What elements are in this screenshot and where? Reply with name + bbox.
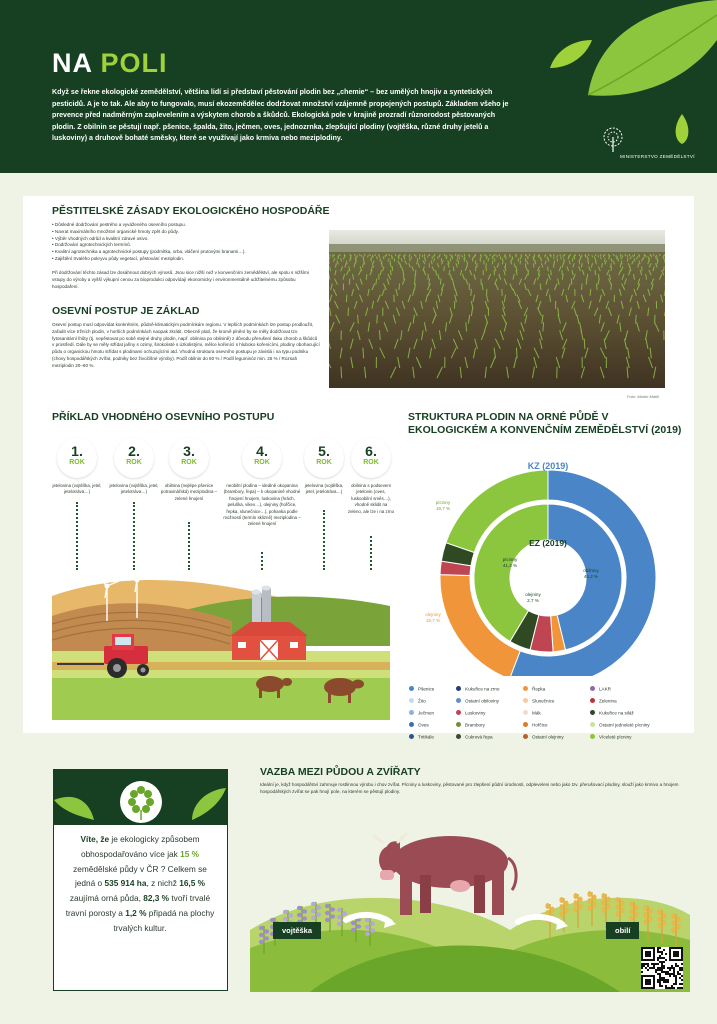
legend-item — [409, 698, 426, 704]
principle-item: • Navrat maximálního množství organické hmoty zpět do půdy. — [52, 229, 317, 236]
legend-item — [523, 698, 554, 704]
legend-label: Řepka — [532, 686, 546, 692]
fact-value: 535 914 ha — [104, 878, 147, 889]
photo-credit: Foto: Martin Matili — [627, 394, 659, 399]
legend-label: Ostatní obiloviny — [465, 698, 499, 704]
legend-label: Víceleté pícniny — [599, 734, 632, 740]
leaf-decoration-drop-icon — [673, 112, 691, 146]
year-6-crop: obilnina s podsevem jetelovin (oves, luskoobilní směs…), vhodně sklidit na zeleno, ale lze i na zrno — [347, 483, 395, 514]
legend-item — [523, 686, 545, 692]
dotted-connector — [370, 536, 372, 570]
fact-part: , z nichž — [146, 878, 180, 889]
rotation-basis-text: Osevní postup musí odpovídat konkrétním, půdně-klimatickým podmínkám regionu. V lepších podmínkách lze postup prodloužit, zařadit více tržních plodin, v horších podmínkách naopak zkrátit. Obecně platí, že kromě plnění by se měly dodržovat tzv. fytosanitární lhůty (tj. nepěstovat po sobě stejné druhy plodin, např. obilnina po obilnině) z důvodu přerušení tlaku chorob a škůdců v prostředí. Dále by se měly střídat jařiny s ozimy, širokolisté s úzkolistými, mělce kořenící s hluboko kořenícími, plodiny obohacující půdu o organickou hmotu střídat s plodinami ochuzujícími atd. Vhodná struktura osevního postupu je závislá i na typu podniku (chovy hospodářských zvířat, podniky bez živočišné výroby). Podíl obilnin do 60 % / Podíl leguminóz min. 25 % / Rozsah meziplodin 20–60 %. — [52, 322, 320, 368]
year-3-badge — [169, 438, 209, 478]
farm-illustration — [52, 566, 390, 720]
legend-label: Ostatní jednoleté pícniny — [599, 722, 650, 728]
legend-swatch — [590, 710, 595, 715]
legend-swatch — [456, 686, 461, 691]
soil-text: Ideální je, když hospodářství zahrnuje rostlinnou výrobu i chov zvířat. Pícniny a luskoviny, pěstované pro zlepšení půdní úrodnosti, odpleveleni nebo jako tzv. přerušovací plodiny, slouží jako krmivo a hnojem hospodářských zvířat se pak hnojí pole, na kterém se pěstují plodiny. — [260, 782, 679, 794]
legend-label: Hořčice — [532, 722, 548, 728]
year-number: 3. — [183, 443, 195, 459]
legend-item — [409, 734, 434, 740]
legend-item — [523, 722, 548, 728]
qr-code-icon[interactable] — [641, 947, 683, 989]
fact-part: tvoří trvalé travní porosty a — [65, 893, 211, 918]
principle-item: • Kvalitní agrotechnika a agrotechnické postupy (podmítka, orba, vláčení prutovými branami…). — [52, 249, 317, 256]
ez-label-forage: pícniny 41,4 % — [502, 557, 518, 569]
fact-box-header — [54, 770, 227, 825]
ez-title: EZ (2019) — [529, 538, 567, 548]
legend-swatch — [590, 734, 595, 739]
year-label: ROK — [181, 459, 197, 466]
year-2-crop: jetelovina (vojtěška, jetel, jetelotráva…) — [109, 483, 159, 495]
legend-swatch — [409, 686, 414, 691]
ez-label-cereals: obilniny 46,2 % — [583, 568, 599, 580]
legend-swatch — [409, 698, 414, 703]
year-1-crop: jetelovina (vojtěška, jetel, jetelotráva…) — [52, 483, 102, 495]
legend-swatch — [456, 734, 461, 739]
year-6-badge — [351, 438, 391, 478]
title-word-2: POLI — [100, 48, 168, 78]
legend-label: Kukuřice na siláž — [599, 710, 634, 716]
year-label: ROK — [126, 459, 142, 466]
legend-item — [590, 710, 634, 716]
legend-label: Ostatní olejniny — [532, 734, 564, 740]
principles-list — [52, 222, 317, 263]
legend-label: Pšenice — [418, 686, 435, 692]
soil-animal-illustration — [250, 820, 690, 992]
year-4-crop: neobilní plodina – ideálně okopanina (brambory, řepa) – k okopanině vhodné hnojení hnojem, luskovina (hrách, peluška, vikev…), olejniny (hořčice, řepka, slunečnice…), pohanka podle možností (termín sklizně) meziplodina – zelené hnojení — [223, 483, 301, 527]
dotted-connector — [188, 522, 190, 570]
header-banner — [0, 0, 717, 173]
legend-item — [590, 734, 631, 740]
title-word-1: NA — [52, 48, 92, 78]
year-5-badge — [304, 438, 344, 478]
year-number: 4. — [256, 443, 268, 459]
page-title — [52, 48, 168, 79]
kz-label-oilseeds: olejniny 19,7 % — [425, 612, 441, 624]
legend-swatch — [409, 734, 414, 739]
soil-title: VAZBA MEZI PŮDOU A ZVÍŘATY — [260, 766, 421, 778]
legend-item — [456, 698, 499, 704]
legend-swatch — [523, 734, 528, 739]
year-1-badge — [57, 438, 97, 478]
legend-label: Cukrová řepa — [465, 734, 493, 740]
fact-text — [64, 832, 216, 936]
legend-label: Mák — [532, 710, 541, 716]
legend-item — [409, 686, 434, 692]
legend-label: Slunečnice — [532, 698, 555, 704]
legend-label: Žito — [418, 698, 426, 704]
year-number: 2. — [128, 443, 140, 459]
year-5-crop: jetelovina (vojtěška, jetel, jetelotráva…) — [304, 483, 344, 495]
legend-swatch — [590, 722, 595, 727]
legend-swatch — [456, 698, 461, 703]
legend-label: Kukuřice na zrno — [465, 686, 500, 692]
legend-item — [456, 722, 485, 728]
year-2-badge — [114, 438, 154, 478]
field-photo — [329, 230, 665, 388]
legend-item — [590, 686, 611, 692]
legend-item — [456, 734, 493, 740]
legend-item — [523, 710, 541, 716]
legend-swatch — [456, 722, 461, 727]
legend-swatch — [523, 710, 528, 715]
fact-value: 1,2 % — [125, 907, 147, 918]
legend-item — [456, 710, 485, 716]
crop-structure-donut-chart — [413, 456, 683, 676]
legend-label: LAKR — [599, 686, 612, 692]
principle-item: • Dodržování agrotechnických termínů. — [52, 242, 317, 249]
legend-label: Oves — [418, 722, 429, 728]
legend-swatch — [456, 710, 461, 715]
year-3-crop: obilnina (nejlépe pšenice potravinářská) meziplodina – zelené hnojení — [160, 483, 218, 501]
legend-swatch — [523, 722, 528, 727]
year-number: 6. — [365, 443, 377, 459]
grain-tag: obilí — [606, 922, 639, 939]
fact-part: zemědělské půdy v ČR ? Celkem se jedná o — [73, 863, 207, 889]
legend-label: Ječmen — [418, 710, 435, 716]
kz-label-cereals: obilniny 55,8 % — [627, 604, 643, 616]
kz-title: KZ (2019) — [527, 461, 569, 471]
fact-lead: Víte, že — [80, 834, 110, 844]
legend-item — [590, 722, 650, 728]
legend-swatch — [409, 710, 414, 715]
year-label: ROK — [316, 459, 332, 466]
year-label: ROK — [254, 459, 270, 466]
ez-label-oilseeds: olejniny 2,7 % — [525, 592, 541, 604]
principle-item: • Důsledné dodržování pestrého a vyváženého osevního postupu. — [52, 222, 317, 229]
rotation-basis-title: OSEVNÍ POSTUP JE ZÁKLAD — [52, 305, 200, 317]
principle-item: • Zajištění trvalého pokryvu půdy vegetací, pěstování meziplodin. — [52, 256, 317, 263]
dotted-connector — [133, 502, 135, 570]
fact-part: je ekologicky způsobem obhospodařováno více jak — [80, 834, 200, 859]
kz-label-forage: pícniny 19,7 % — [435, 500, 451, 512]
year-number: 1. — [71, 443, 83, 459]
legend-swatch — [409, 722, 414, 727]
principles-summary: Při dodržování těchto zásad lze dosáhnout dobrých výnosů. Jsou sice nižší než v konvenčním zemědělství, ale spolu s nižšími vstupy do výroby a vyšší výkupní cenou za bioprodukci odpovídají ekonomicky i environmentálně udržitelnému způsobu hospodaření. — [52, 270, 309, 289]
legend-item — [409, 722, 429, 728]
principle-item: • Výběr vhodných odrůd a kvalitní zdravé osivo. — [52, 236, 317, 243]
dotted-connector — [76, 502, 78, 570]
legend-label: Luskoviny — [465, 710, 486, 716]
legend-item — [590, 698, 617, 704]
fact-value: 82,3 % — [143, 893, 170, 904]
legend-label: Brambory — [465, 722, 485, 728]
rotation-title: PŘÍKLAD VHODNÉHO OSEVNÍHO POSTUPU — [52, 411, 275, 423]
clover-icon — [54, 770, 229, 825]
legend-swatch — [523, 698, 528, 703]
alfalfa-tag: vojtěška — [273, 922, 321, 939]
legend-item — [456, 686, 499, 692]
fact-value: 16,5 % — [179, 878, 206, 889]
leaf-decoration-large-icon — [578, 0, 717, 105]
legend-item — [523, 734, 564, 740]
year-label: ROK — [363, 459, 379, 466]
dotted-connector — [323, 510, 325, 570]
tree-logo-icon — [600, 127, 626, 153]
principles-title: PĚSTITELSKÉ ZÁSADY EKOLOGICKÉHO HOSPODÁŘE — [52, 205, 330, 217]
leaf-decoration-small-icon — [548, 38, 593, 70]
legend-label: Tritikále — [418, 734, 434, 740]
chart-section-title: STRUKTURA PLODIN NA ORNÉ PŮDĚ V EKOLOGICKÉM A KONVENČNÍM ZEMĚDĚLSTVÍ (2019) — [408, 411, 682, 436]
fact-value: 15 % — [180, 848, 200, 859]
fact-part: zaujímá orná půda, — [69, 893, 144, 904]
fact-part: připadá na plochy trvalých kultur. — [113, 907, 215, 933]
legend-item — [409, 710, 434, 716]
legend-swatch — [590, 698, 595, 703]
ministry-name: MINISTERSTVO ZEMĚDĚLSTVÍ — [620, 154, 695, 159]
legend-swatch — [590, 686, 595, 691]
legend-label: Zelenina — [599, 698, 617, 704]
intro-text: Když se řekne ekologické zemědělství, většina lidí si představí pěstování plodin bez „chemie“ – bez umělých hnojiv a syntetických pesticidů. A je to tak. Ale aby to fungovalo, musí ekozemědělec dodržovat množství vzájemně propojených postupů. Základem všeho je prevence před nadměrným zaplevelením a výskytem chorob a škůdců. Ekologická pole v krajině prozradí různorodost pěstovaných plodin. Z obilnin se pěstují např. pšenice, špalda, žito, ječmen, oves, jednozrnka, zlepšující plodiny (vojtěška, různé druhy jetelů a luskoviny) a druhově bohaté směsky, které se využívají jako krmiva nebo meziplodiny. — [52, 88, 509, 143]
legend-swatch — [523, 686, 528, 691]
year-label: ROK — [69, 459, 85, 466]
fact-box — [53, 769, 228, 991]
year-number: 5. — [318, 443, 330, 459]
year-4-badge — [242, 438, 282, 478]
